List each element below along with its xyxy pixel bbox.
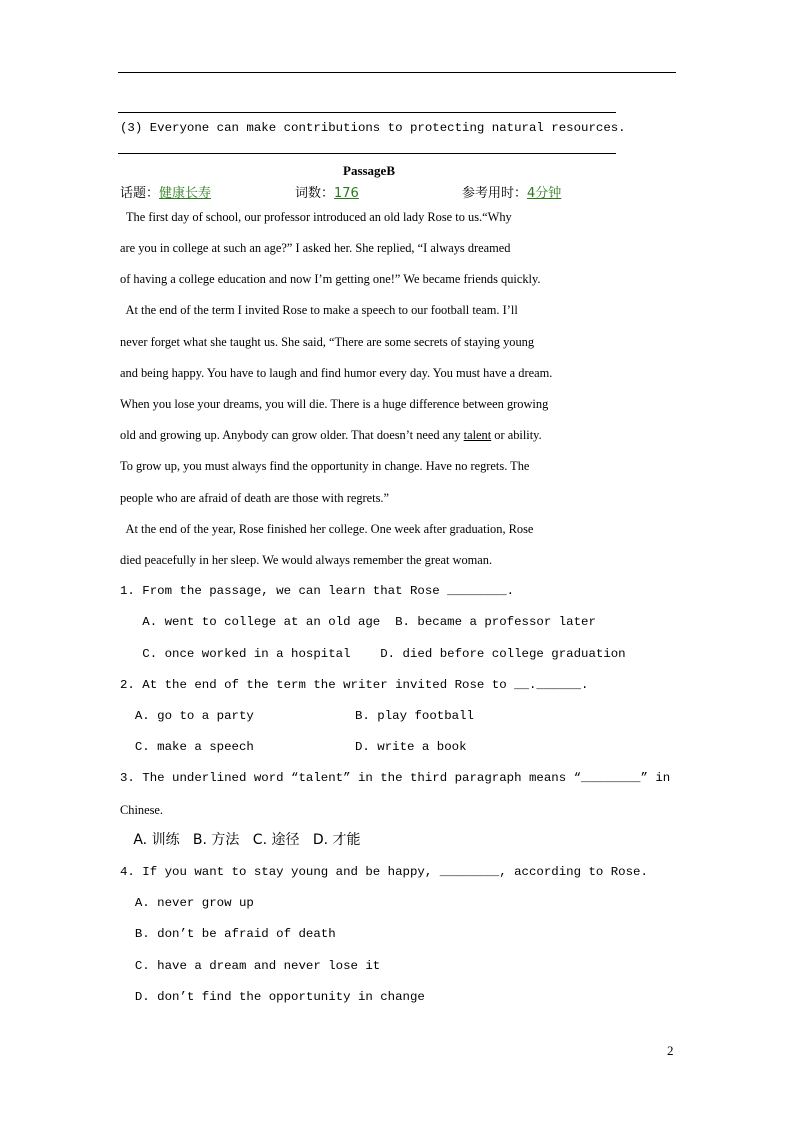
question-4: 4. If you want to stay young and be happy, ________, according to Rose. <box>120 865 648 879</box>
topic-value: 健康长寿 <box>159 186 212 201</box>
passage-text: old and growing up. Anybody can grow older. That doesn’t need any <box>120 428 464 442</box>
question-4-option-a: A. never grow up <box>120 896 254 910</box>
question-1-options-cd: C. once worked in a hospital D. died before college graduation <box>120 647 626 661</box>
question-2-option-c: C. make a speech <box>120 740 254 754</box>
passage-line: died peacefully in her sleep. We would always remember the great woman. <box>120 553 493 567</box>
passage-line: At the end of the year, Rose finished her college. One week after graduation, Rose <box>120 522 534 536</box>
words-label: 词数： <box>295 186 335 201</box>
question-4-option-c: C. have a dream and never lose it <box>120 959 381 973</box>
words-meta <box>295 182 359 201</box>
question-4-option-d: D. don’t find the opportunity in change <box>120 990 425 1004</box>
words-value: 176 <box>334 186 359 201</box>
question-3-options: A. 训练 B. 方法 C. 途径 D. 才能 <box>120 832 361 848</box>
question-2: 2. At the end of the term the writer invited Rose to __.______. <box>120 678 589 692</box>
passage-line: of having a college education and now I’m getting one!” We became friends quickly. <box>120 272 541 286</box>
time-meta <box>462 182 561 201</box>
question-3-continued: Chinese. <box>120 803 164 817</box>
question-2-option-b: B. play football <box>355 709 474 723</box>
topic-label: 话题： <box>120 186 160 201</box>
passage-line: The first day of school, our professor introduced an old lady Rose to us.“Why <box>120 210 512 224</box>
top-item: (3) Everyone can make contributions to protecting natural resources. <box>120 121 626 135</box>
time-label: 参考用时： <box>462 186 528 201</box>
question-2-option-d: D. write a book <box>355 740 467 754</box>
passage-line: At the end of the term I invited Rose to make a speech to our football team. I’ll <box>120 303 518 317</box>
passage-title: PassageB <box>343 163 395 178</box>
passage-line: and being happy. You have to laugh and find humor every day. You must have a dream. <box>120 366 553 380</box>
question-1: 1. From the passage, we can learn that Rose ________. <box>120 584 515 598</box>
page-number: 2 <box>667 1043 674 1058</box>
header-rule <box>118 72 676 73</box>
underlined-word-talent: talent <box>463 428 492 442</box>
passage-line-talent <box>120 427 542 443</box>
question-3: 3. The underlined word “talent” in the third paragraph means “________” in <box>120 771 671 785</box>
question-4-option-b: B. don’t be afraid of death <box>120 927 336 941</box>
passage-line: people who are afraid of death are those with regrets.” <box>120 491 390 505</box>
time-value: 4分钟 <box>527 186 562 201</box>
passage-line: When you lose your dreams, you will die. There is a huge difference between growing <box>120 397 549 411</box>
passage-line: To grow up, you must always find the opportunity in change. Have no regrets. The <box>120 459 530 473</box>
answer-line-top <box>118 112 616 113</box>
passage-line: never forget what she taught us. She said, “There are some secrets of staying young <box>120 335 535 349</box>
passage-text: or ability. <box>491 428 542 442</box>
question-1-options-ab: A. went to college at an old age B. became a professor later <box>120 615 596 629</box>
question-2-option-a: A. go to a party <box>120 709 254 723</box>
topic-meta <box>120 182 211 201</box>
passage-line: are you in college at such an age?” I asked her. She replied, “I always dreamed <box>120 241 511 255</box>
answer-line-bottom <box>118 153 616 154</box>
